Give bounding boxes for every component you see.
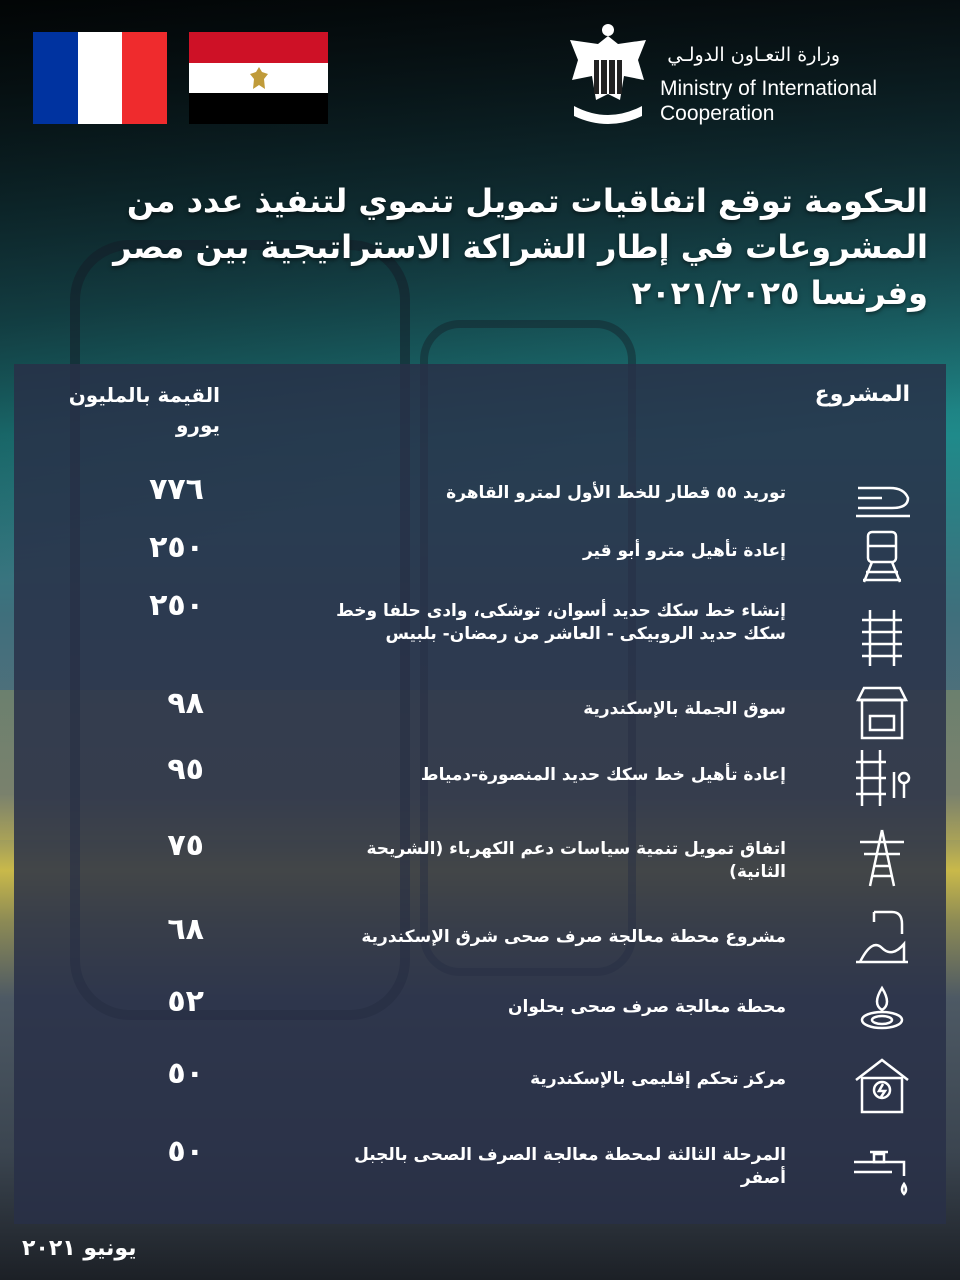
project-value: ٧٧٦ bbox=[149, 472, 204, 507]
header-project: المشروع bbox=[814, 382, 910, 407]
train-icon bbox=[852, 468, 912, 528]
project-value: ٥٢ bbox=[167, 984, 204, 1019]
wastewater-icon bbox=[852, 908, 912, 968]
project-value: ٥٠ bbox=[167, 1056, 204, 1091]
project-name: إعادة تأهيل خط سكك حديد المنصورة-دمياط bbox=[420, 765, 786, 785]
project-name: إنشاء خط سكك حديد أسوان، توشكى، وادى حلفا وخط سكك حديد الروبيكى - العاشر من رمضان- بلبيس bbox=[336, 601, 786, 644]
project-name: المرحلة الثالثة لمحطة معالجة الصرف الصحى بالجبل أصفر bbox=[354, 1145, 786, 1188]
control-center-icon bbox=[852, 1056, 912, 1116]
water-drop-icon bbox=[852, 982, 912, 1042]
ministry-logo bbox=[568, 20, 938, 135]
project-name: اتفاق تمويل تنمية سياسات دعم الكهرباء (الشريحة الثانية) bbox=[366, 839, 786, 882]
project-value: ٩٨ bbox=[167, 686, 204, 721]
project-name: محطة معالجة صرف صحى بحلوان bbox=[508, 997, 786, 1017]
project-name: سوق الجملة بالإسكندرية bbox=[583, 699, 786, 719]
ministry-name-english: Ministry of International Cooperation bbox=[660, 77, 878, 125]
eagle-icon bbox=[248, 65, 270, 91]
ministry-name-arabic: وزارة التعـاون الدولـي bbox=[667, 44, 840, 66]
france-flag bbox=[33, 32, 167, 124]
project-value: ٢٥٠ bbox=[149, 588, 204, 623]
railway-track-icon bbox=[852, 608, 912, 668]
publication-date: يونيو ٢٠٢١ bbox=[22, 1236, 137, 1261]
faucet-icon bbox=[852, 1140, 912, 1200]
eagle-emblem-icon bbox=[568, 20, 648, 132]
metro-track-icon bbox=[852, 526, 912, 586]
project-value: ٢٥٠ bbox=[149, 530, 204, 565]
project-value: ٦٨ bbox=[167, 912, 204, 947]
project-value: ٧٥ bbox=[167, 828, 204, 863]
market-stall-icon bbox=[852, 682, 912, 742]
project-value: ٩٥ bbox=[167, 752, 204, 787]
project-name: إعادة تأهيل مترو أبو قير bbox=[582, 541, 786, 561]
power-tower-icon bbox=[852, 828, 912, 888]
header-value: القيمة بالمليون يورو bbox=[68, 383, 220, 437]
project-name: مشروع محطة معالجة صرف صحى شرق الإسكندرية bbox=[361, 927, 786, 947]
project-name: مركز تحكم إقليمى بالإسكندرية bbox=[530, 1069, 786, 1089]
project-name: توريد ٥٥ قطار للخط الأول لمترو القاهرة bbox=[446, 483, 786, 503]
egypt-flag bbox=[189, 32, 328, 124]
page-title: الحكومة توقع اتفاقيات تمويل تنموي لتنفيذ عدد من المشروعات في إطار الشراكة الاستراتيجية بين مصر وفرنسا ٢٠٢١/٢٠٢٥ bbox=[113, 182, 928, 312]
project-value: ٥٠ bbox=[167, 1134, 204, 1169]
track-tools-icon bbox=[852, 748, 912, 808]
projects-table bbox=[14, 364, 946, 1224]
